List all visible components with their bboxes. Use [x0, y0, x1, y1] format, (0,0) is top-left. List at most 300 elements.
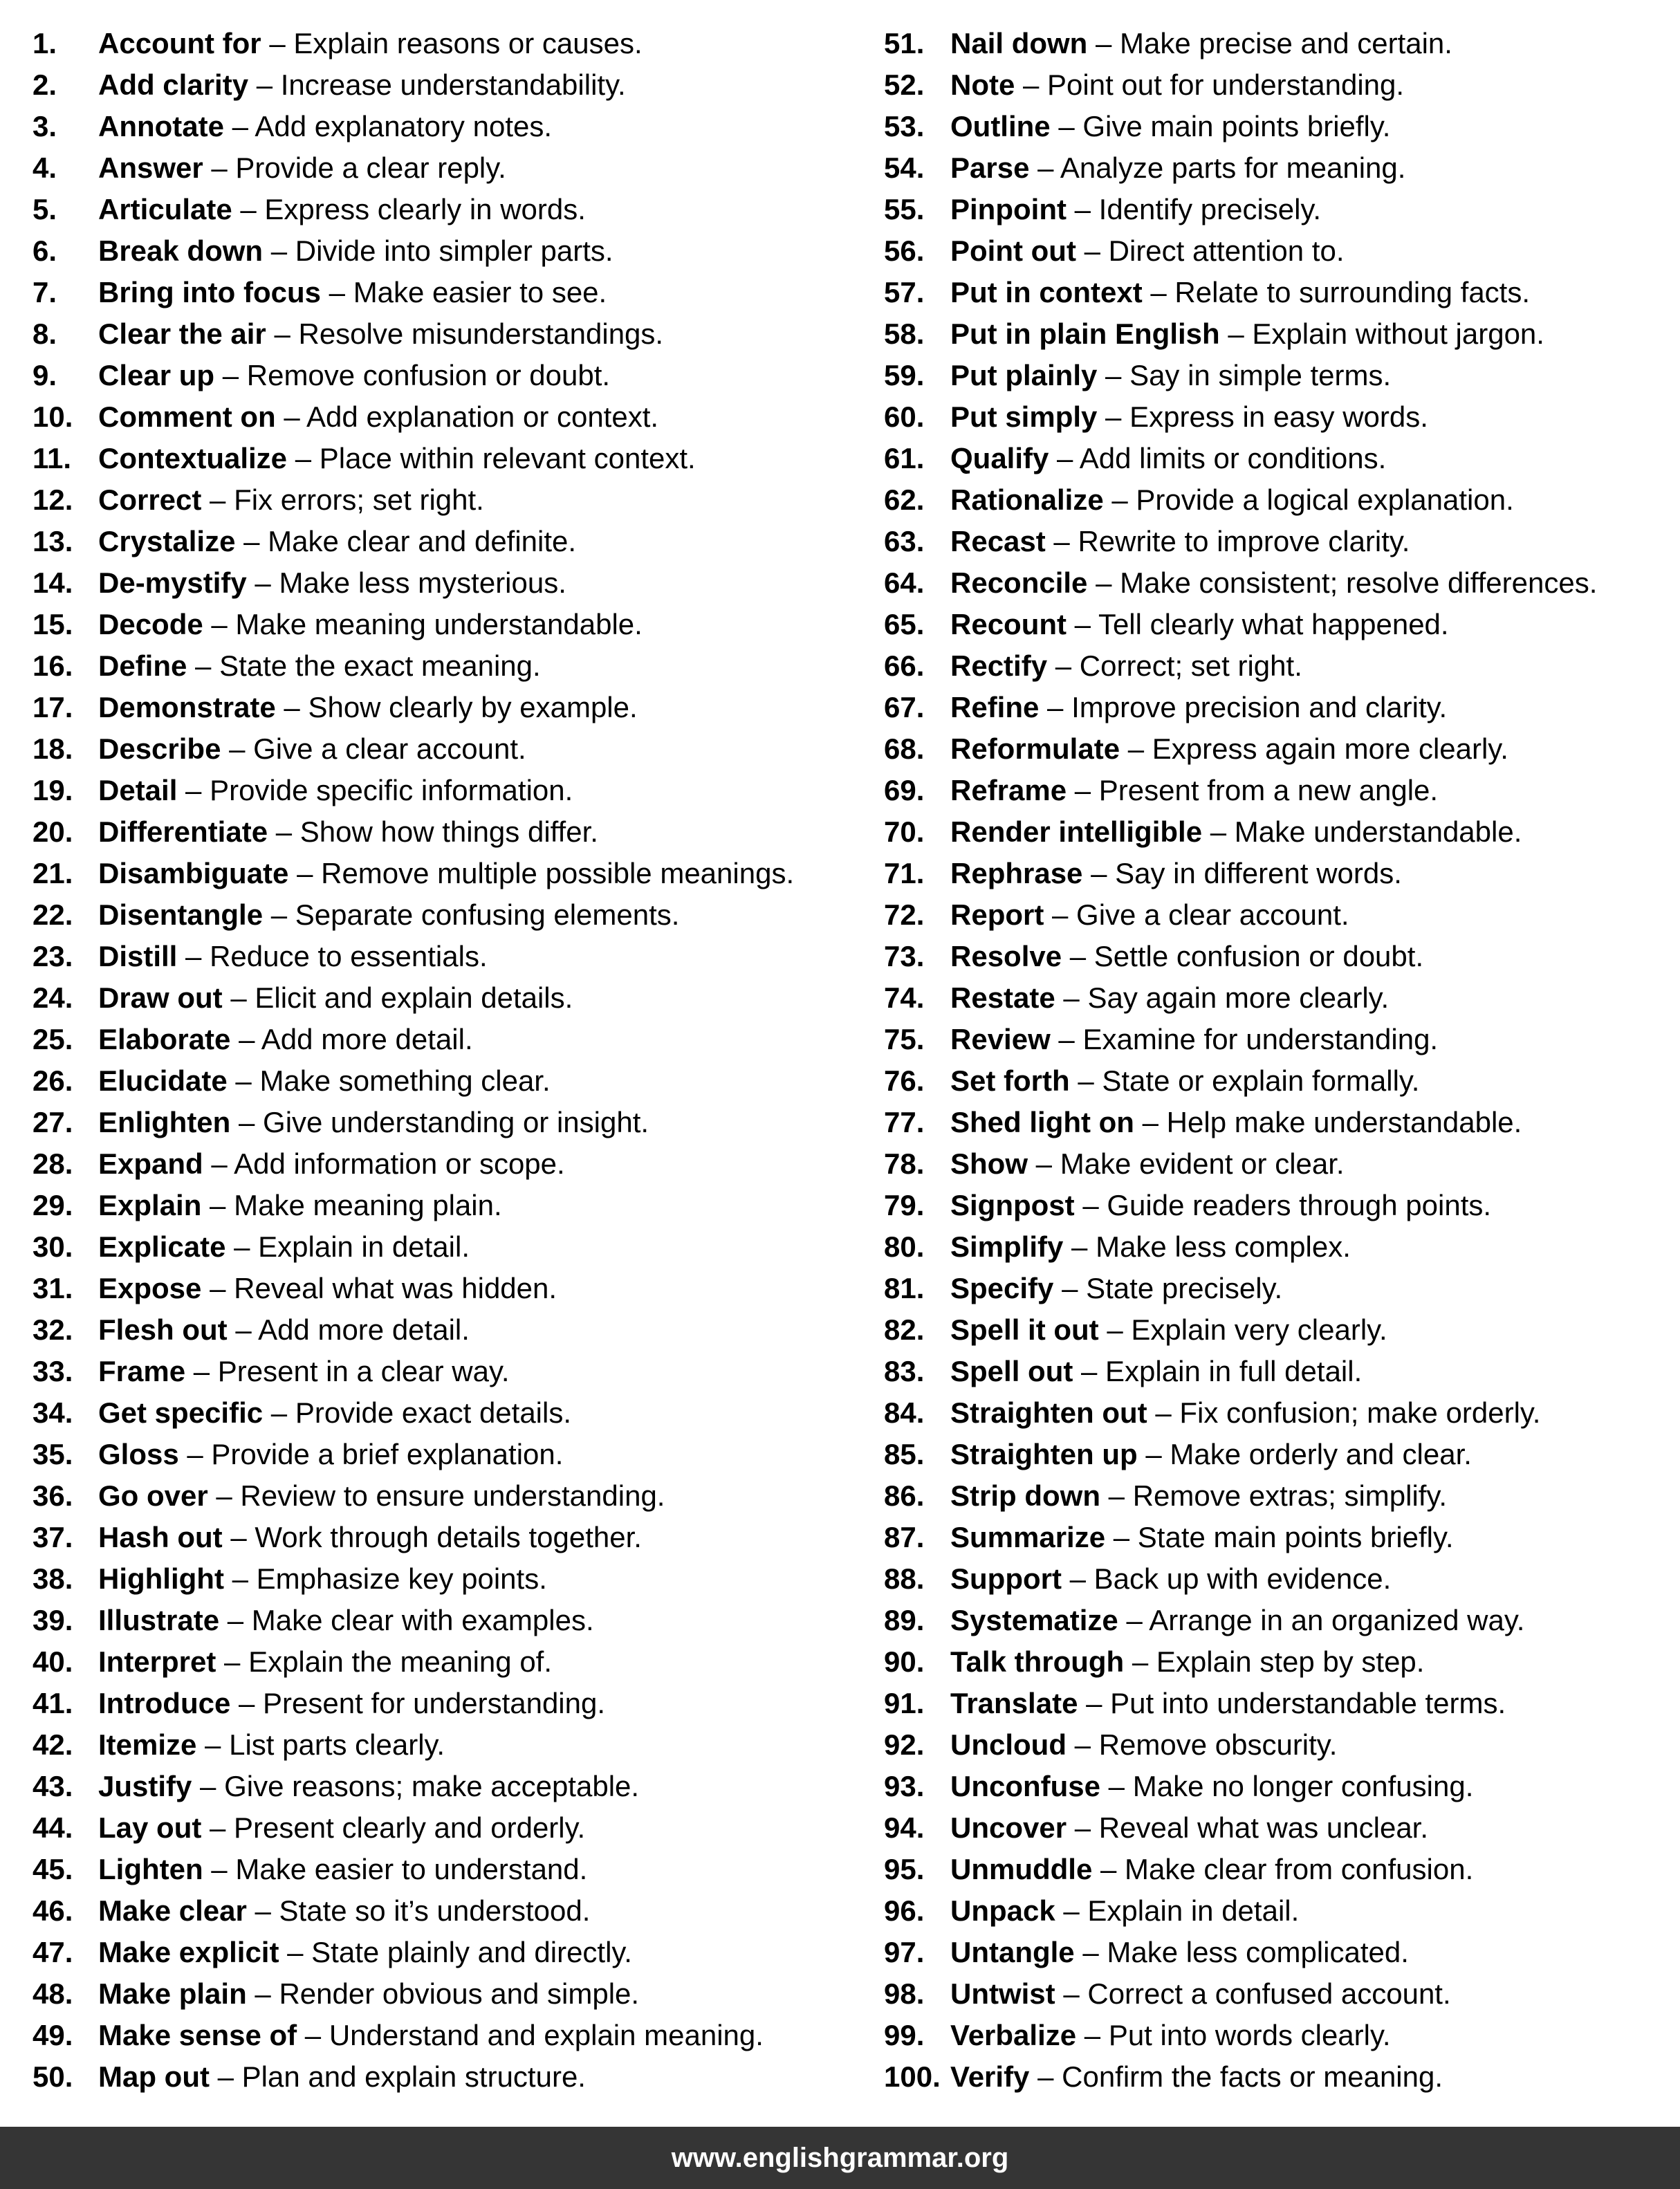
item-term: Interpret: [98, 1645, 216, 1678]
list-item: [33, 189, 842, 230]
item-definition: Express again more clearly.: [1152, 732, 1508, 765]
item-term: Put in context: [950, 276, 1143, 308]
item-definition: Provide a logical explanation.: [1136, 483, 1514, 516]
item-definition: Add more detail.: [258, 1313, 470, 1346]
item-separator: –: [1074, 1936, 1107, 1968]
item-number: 21.: [33, 857, 73, 889]
item-definition: Explain step by step.: [1156, 1645, 1425, 1678]
item-term: Lighten: [98, 1853, 203, 1885]
item-definition: Put into understandable terms.: [1110, 1687, 1506, 1719]
item-term: Introduce: [98, 1687, 231, 1719]
item-number: 86.: [884, 1479, 925, 1512]
list-item: [884, 936, 1679, 977]
list-item: [33, 1807, 842, 1849]
item-entry: [950, 1309, 1387, 1351]
item-term: Talk through: [950, 1645, 1125, 1678]
item-number: 59.: [884, 359, 925, 391]
item-number: 5.: [33, 193, 57, 225]
item-entry: [98, 728, 526, 770]
item-separator: –: [1029, 151, 1060, 184]
item-definition: Provide exact details.: [295, 1396, 572, 1429]
item-definition: Present from a new angle.: [1098, 774, 1439, 806]
item-number: 91.: [884, 1687, 925, 1719]
list-item: [33, 1641, 842, 1683]
item-separator: –: [1067, 774, 1099, 806]
item-term: Map out: [98, 2060, 210, 2093]
item-term: Make sense of: [98, 2019, 297, 2051]
list-item: [884, 189, 1679, 230]
list-item: [884, 1309, 1679, 1351]
list-item: [33, 1060, 842, 1102]
item-number: 43.: [33, 1770, 73, 1802]
item-term: Rectify: [950, 649, 1048, 682]
item-entry: [950, 521, 1410, 562]
list-item: [884, 728, 1679, 770]
item-entry: [98, 147, 506, 189]
item-number: 7.: [33, 276, 57, 308]
item-number: 46.: [33, 1894, 73, 1927]
list-item: [33, 1019, 842, 1060]
item-entry: [98, 1973, 639, 2015]
item-definition: Make precise and certain.: [1120, 27, 1452, 59]
item-entry: [950, 1434, 1472, 1475]
item-separator: –: [185, 1355, 218, 1387]
item-entry: [98, 1724, 445, 1766]
item-entry: [98, 313, 663, 355]
item-number: 89.: [884, 1604, 925, 1636]
item-entry: [98, 23, 643, 64]
footer-website-url: www.englishgrammar.org: [671, 2143, 1009, 2173]
item-separator: –: [246, 1894, 279, 1927]
item-entry: [98, 811, 598, 853]
list-item: [884, 230, 1679, 272]
item-definition: Make something clear.: [259, 1064, 551, 1097]
item-separator: –: [1028, 1147, 1060, 1180]
item-definition: Examine for understanding.: [1082, 1023, 1439, 1055]
list-item: [33, 2056, 842, 2098]
item-number: 77.: [884, 1106, 925, 1138]
item-separator: –: [246, 1977, 279, 2010]
item-term: Specify: [950, 1272, 1054, 1304]
item-number: 56.: [884, 234, 925, 267]
list-item: [33, 23, 842, 64]
item-entry: [98, 1309, 470, 1351]
item-entry: [98, 1019, 473, 1060]
item-separator: –: [1074, 1189, 1107, 1221]
item-separator: –: [1134, 1106, 1167, 1138]
item-entry: [950, 1226, 1351, 1268]
list-item: [884, 1019, 1679, 1060]
item-entry: [950, 1932, 1409, 1973]
item-separator: –: [1061, 1562, 1094, 1595]
list-item: [33, 811, 842, 853]
item-number: 31.: [33, 1272, 73, 1304]
item-separator: –: [1055, 981, 1088, 1014]
item-term: Break down: [98, 234, 264, 267]
item-term: Translate: [950, 1687, 1078, 1719]
list-item: [884, 1143, 1679, 1185]
item-term: Define: [98, 649, 187, 682]
list-item: [33, 1683, 842, 1724]
item-term: Account for: [98, 27, 261, 59]
item-definition: Explain the meaning of.: [248, 1645, 553, 1678]
item-separator: –: [1087, 27, 1120, 59]
item-definition: Plan and explain structure.: [241, 2060, 586, 2093]
item-entry: [98, 562, 566, 604]
item-term: Reconcile: [950, 566, 1088, 599]
item-term: Go over: [98, 1479, 208, 1512]
item-definition: Add explanatory notes.: [255, 110, 553, 142]
item-number: 88.: [884, 1562, 925, 1595]
item-separator: –: [1082, 857, 1116, 889]
item-definition: Remove extras; simplify.: [1132, 1479, 1448, 1512]
item-number: 41.: [33, 1687, 73, 1719]
item-separator: –: [230, 1023, 261, 1055]
item-term: Put simply: [950, 400, 1098, 433]
item-number: 71.: [884, 857, 925, 889]
list-item: [33, 1890, 842, 1932]
list-item: [33, 562, 842, 604]
item-term: Uncover: [950, 1811, 1067, 1844]
item-number: 92.: [884, 1728, 925, 1761]
item-definition: State main points briefly.: [1137, 1521, 1454, 1553]
item-term: Outline: [950, 110, 1051, 142]
list-item: [33, 2015, 842, 2056]
item-entry: [98, 1226, 470, 1268]
item-separator: –: [1062, 940, 1094, 972]
item-definition: Confirm the facts or meaning.: [1062, 2060, 1443, 2093]
item-definition: Present in a clear way.: [217, 1355, 510, 1387]
item-entry: [98, 1102, 649, 1143]
item-term: Demonstrate: [98, 691, 276, 723]
item-term: Point out: [950, 234, 1076, 267]
item-term: Make clear: [98, 1894, 247, 1927]
item-definition: Settle confusion or doubt.: [1093, 940, 1424, 972]
item-definition: Give main points briefly.: [1082, 110, 1391, 142]
item-separator: –: [1219, 317, 1253, 350]
item-entry: [98, 355, 610, 396]
item-entry: [98, 1143, 565, 1185]
item-entry: [950, 894, 1349, 936]
item-definition: State or explain formally.: [1102, 1064, 1420, 1097]
item-entry: [950, 1351, 1362, 1392]
item-definition: State precisely.: [1086, 1272, 1283, 1304]
item-definition: Tell clearly what happened.: [1098, 608, 1449, 640]
item-term: Add clarity: [98, 68, 249, 101]
list-item: [884, 1600, 1679, 1641]
item-separator: –: [1100, 1479, 1133, 1512]
item-separator: –: [203, 608, 236, 640]
item-number: 66.: [884, 649, 925, 682]
item-definition: Provide a brief explanation.: [211, 1438, 564, 1470]
item-term: Highlight: [98, 1562, 224, 1595]
item-separator: –: [203, 1147, 234, 1180]
item-separator: –: [1097, 359, 1130, 391]
list-item: [884, 479, 1679, 521]
item-entry: [98, 1683, 605, 1724]
list-item: [884, 604, 1679, 645]
item-separator: –: [248, 68, 281, 101]
item-definition: Say again more clearly.: [1087, 981, 1390, 1014]
list-item: [33, 147, 842, 189]
item-definition: Review to ensure understanding.: [240, 1479, 665, 1512]
item-separator: –: [178, 1438, 212, 1470]
item-term: Spell out: [950, 1355, 1073, 1387]
list-item: [884, 687, 1679, 728]
item-definition: Explain in full detail.: [1105, 1355, 1363, 1387]
item-term: Crystalize: [98, 525, 236, 557]
list-item: [33, 687, 842, 728]
item-definition: Help make understandable.: [1166, 1106, 1522, 1138]
item-number: 76.: [884, 1064, 925, 1097]
list-item: [884, 23, 1679, 64]
item-number: 75.: [884, 1023, 925, 1055]
item-definition: Give reasons; make acceptable.: [224, 1770, 640, 1802]
list-item: [884, 1268, 1679, 1309]
item-term: Comment on: [98, 400, 276, 433]
item-separator: –: [1067, 608, 1098, 640]
item-separator: –: [1039, 691, 1072, 723]
list-item: [884, 1724, 1679, 1766]
list-item: [33, 1143, 842, 1185]
item-definition: Make less complex.: [1096, 1230, 1351, 1263]
item-number: 23.: [33, 940, 73, 972]
item-entry: [950, 687, 1447, 728]
item-term: Untangle: [950, 1936, 1075, 1968]
list-item: [33, 64, 842, 106]
item-term: De-mystify: [98, 566, 247, 599]
item-separator: –: [1076, 234, 1109, 267]
item-separator: –: [268, 815, 300, 848]
list-item: [884, 1185, 1679, 1226]
item-term: Gloss: [98, 1438, 179, 1470]
list-item: [33, 977, 842, 1019]
item-number: 42.: [33, 1728, 73, 1761]
list-item: [884, 2015, 1679, 2056]
item-definition: Work through details together.: [255, 1521, 642, 1553]
item-term: Put plainly: [950, 359, 1098, 391]
list-item: [884, 1683, 1679, 1724]
item-number: 33.: [33, 1355, 73, 1387]
item-number: 15.: [33, 608, 73, 640]
item-term: Strip down: [950, 1479, 1100, 1512]
item-term: Bring into focus: [98, 276, 321, 308]
item-entry: [950, 230, 1345, 272]
list-item: [884, 1475, 1679, 1517]
item-entry: [98, 2015, 764, 2056]
item-separator: –: [201, 1272, 234, 1304]
item-term: Elaborate: [98, 1023, 231, 1055]
item-term: Support: [950, 1562, 1062, 1595]
item-separator: –: [230, 1106, 264, 1138]
item-separator: –: [266, 317, 299, 350]
list-item: [33, 645, 842, 687]
item-definition: Render obvious and simple.: [279, 1977, 640, 2010]
item-separator: –: [1066, 193, 1099, 225]
item-number: 19.: [33, 774, 73, 806]
item-number: 60.: [884, 400, 925, 433]
item-entry: [950, 977, 1389, 1019]
item-separator: –: [192, 1770, 225, 1802]
item-separator: –: [1015, 68, 1048, 101]
item-separator: –: [1050, 110, 1083, 142]
item-separator: –: [263, 234, 295, 267]
item-entry: [950, 1019, 1438, 1060]
item-number: 93.: [884, 1770, 925, 1802]
item-number: 44.: [33, 1811, 73, 1844]
item-number: 28.: [33, 1147, 73, 1180]
item-entry: [98, 1807, 585, 1849]
item-separator: –: [1047, 649, 1080, 682]
item-separator: –: [209, 2060, 242, 2093]
item-number: 97.: [884, 1936, 925, 1968]
item-number: 55.: [884, 193, 925, 225]
item-entry: [950, 936, 1423, 977]
item-number: 67.: [884, 691, 925, 723]
item-definition: Say in different words.: [1115, 857, 1402, 889]
list-item: [884, 562, 1679, 604]
list-item: [884, 1641, 1679, 1683]
item-entry: [950, 811, 1522, 853]
list-item: [884, 1807, 1679, 1849]
item-entry: [950, 1683, 1506, 1724]
item-entry: [950, 1973, 1451, 2015]
item-definition: Make clear from confusion.: [1125, 1853, 1474, 1885]
item-definition: State the exact meaning.: [219, 649, 541, 682]
list-item: [33, 1434, 842, 1475]
item-number: 35.: [33, 1438, 73, 1470]
item-separator: –: [1067, 1811, 1099, 1844]
item-definition: Remove obscurity.: [1098, 1728, 1338, 1761]
item-separator: –: [1103, 483, 1136, 516]
item-term: Rephrase: [950, 857, 1083, 889]
item-number: 79.: [884, 1189, 925, 1221]
item-separator: –: [1029, 2060, 1062, 2093]
item-separator: –: [227, 1064, 260, 1097]
list-item: [33, 1309, 842, 1351]
item-definition: Make evident or clear.: [1060, 1147, 1345, 1180]
item-entry: [950, 562, 1597, 604]
item-separator: –: [279, 1936, 312, 1968]
item-term: Detail: [98, 774, 178, 806]
item-entry: [98, 604, 643, 645]
item-entry: [98, 1558, 547, 1600]
item-entry: [950, 1475, 1447, 1517]
item-entry: [950, 1890, 1299, 1932]
item-number: 12.: [33, 483, 73, 516]
item-number: 96.: [884, 1894, 925, 1927]
list-item: [884, 521, 1679, 562]
item-number: 85.: [884, 1438, 925, 1470]
item-separator: –: [1045, 525, 1078, 557]
item-definition: Elicit and explain details.: [255, 981, 573, 1014]
item-term: Answer: [98, 151, 203, 184]
item-definition: Correct a confused account.: [1087, 1977, 1451, 2010]
item-term: Explain: [98, 1189, 202, 1221]
item-entry: [950, 1766, 1473, 1807]
item-entry: [98, 1268, 557, 1309]
item-definition: Relate to surrounding facts.: [1174, 276, 1531, 308]
item-term: Pinpoint: [950, 193, 1067, 225]
item-entry: [950, 272, 1530, 313]
item-separator: –: [297, 2019, 329, 2051]
list-item: [33, 106, 842, 147]
item-number: 70.: [884, 815, 925, 848]
item-number: 99.: [884, 2019, 925, 2051]
list-item: [33, 1185, 842, 1226]
list-item: [33, 396, 842, 438]
item-number: 50.: [33, 2060, 73, 2093]
item-term: Unmuddle: [950, 1853, 1093, 1885]
item-definition: Back up with evidence.: [1093, 1562, 1392, 1595]
item-term: Annotate: [98, 110, 224, 142]
item-entry: [98, 1517, 642, 1558]
item-term: Expand: [98, 1147, 203, 1180]
item-term: Unconfuse: [950, 1770, 1101, 1802]
item-number: 62.: [884, 483, 925, 516]
list-item: [33, 1351, 842, 1392]
item-number: 45.: [33, 1853, 73, 1885]
list-item: [884, 106, 1679, 147]
item-separator: –: [223, 1562, 257, 1595]
list-item: [33, 230, 842, 272]
item-number: 72.: [884, 898, 925, 931]
item-number: 29.: [33, 1189, 73, 1221]
item-definition: Give a clear account.: [1076, 898, 1349, 931]
item-definition: Reduce to essentials.: [210, 940, 488, 972]
item-separator: –: [1097, 400, 1130, 433]
item-definition: Make clear and definite.: [268, 525, 577, 557]
item-number: 78.: [884, 1147, 925, 1180]
item-entry: [950, 355, 1391, 396]
item-number: 51.: [884, 27, 925, 59]
item-number: 49.: [33, 2019, 73, 2051]
item-number: 14.: [33, 566, 73, 599]
item-term: Simplify: [950, 1230, 1064, 1263]
item-term: Refine: [950, 691, 1040, 723]
item-definition: List parts clearly.: [229, 1728, 445, 1761]
item-number: 87.: [884, 1521, 925, 1553]
item-separator: –: [275, 400, 307, 433]
item-number: 13.: [33, 525, 73, 557]
item-definition: Divide into simpler parts.: [295, 234, 613, 267]
item-definition: Show how things differ.: [299, 815, 598, 848]
list-item: [33, 1102, 842, 1143]
item-separator: –: [230, 1687, 264, 1719]
list-item: [884, 770, 1679, 811]
item-separator: –: [235, 525, 268, 557]
list-item: [884, 438, 1679, 479]
item-separator: –: [219, 1604, 252, 1636]
item-number: 98.: [884, 1977, 925, 2010]
list-item: [33, 1517, 842, 1558]
item-number: 80.: [884, 1230, 925, 1263]
item-separator: –: [224, 110, 255, 142]
item-entry: [950, 1185, 1491, 1226]
item-separator: –: [1063, 1230, 1096, 1263]
item-number: 61.: [884, 442, 925, 474]
item-entry: [98, 1475, 665, 1517]
item-separator: –: [263, 898, 295, 931]
item-number: 39.: [33, 1604, 73, 1636]
item-entry: [950, 1143, 1345, 1185]
item-term: Set forth: [950, 1064, 1070, 1097]
item-separator: –: [1053, 1272, 1087, 1304]
item-number: 53.: [884, 110, 925, 142]
item-definition: Provide a clear reply.: [235, 151, 506, 184]
item-term: Render intelligible: [950, 815, 1203, 848]
item-separator: –: [196, 1728, 230, 1761]
